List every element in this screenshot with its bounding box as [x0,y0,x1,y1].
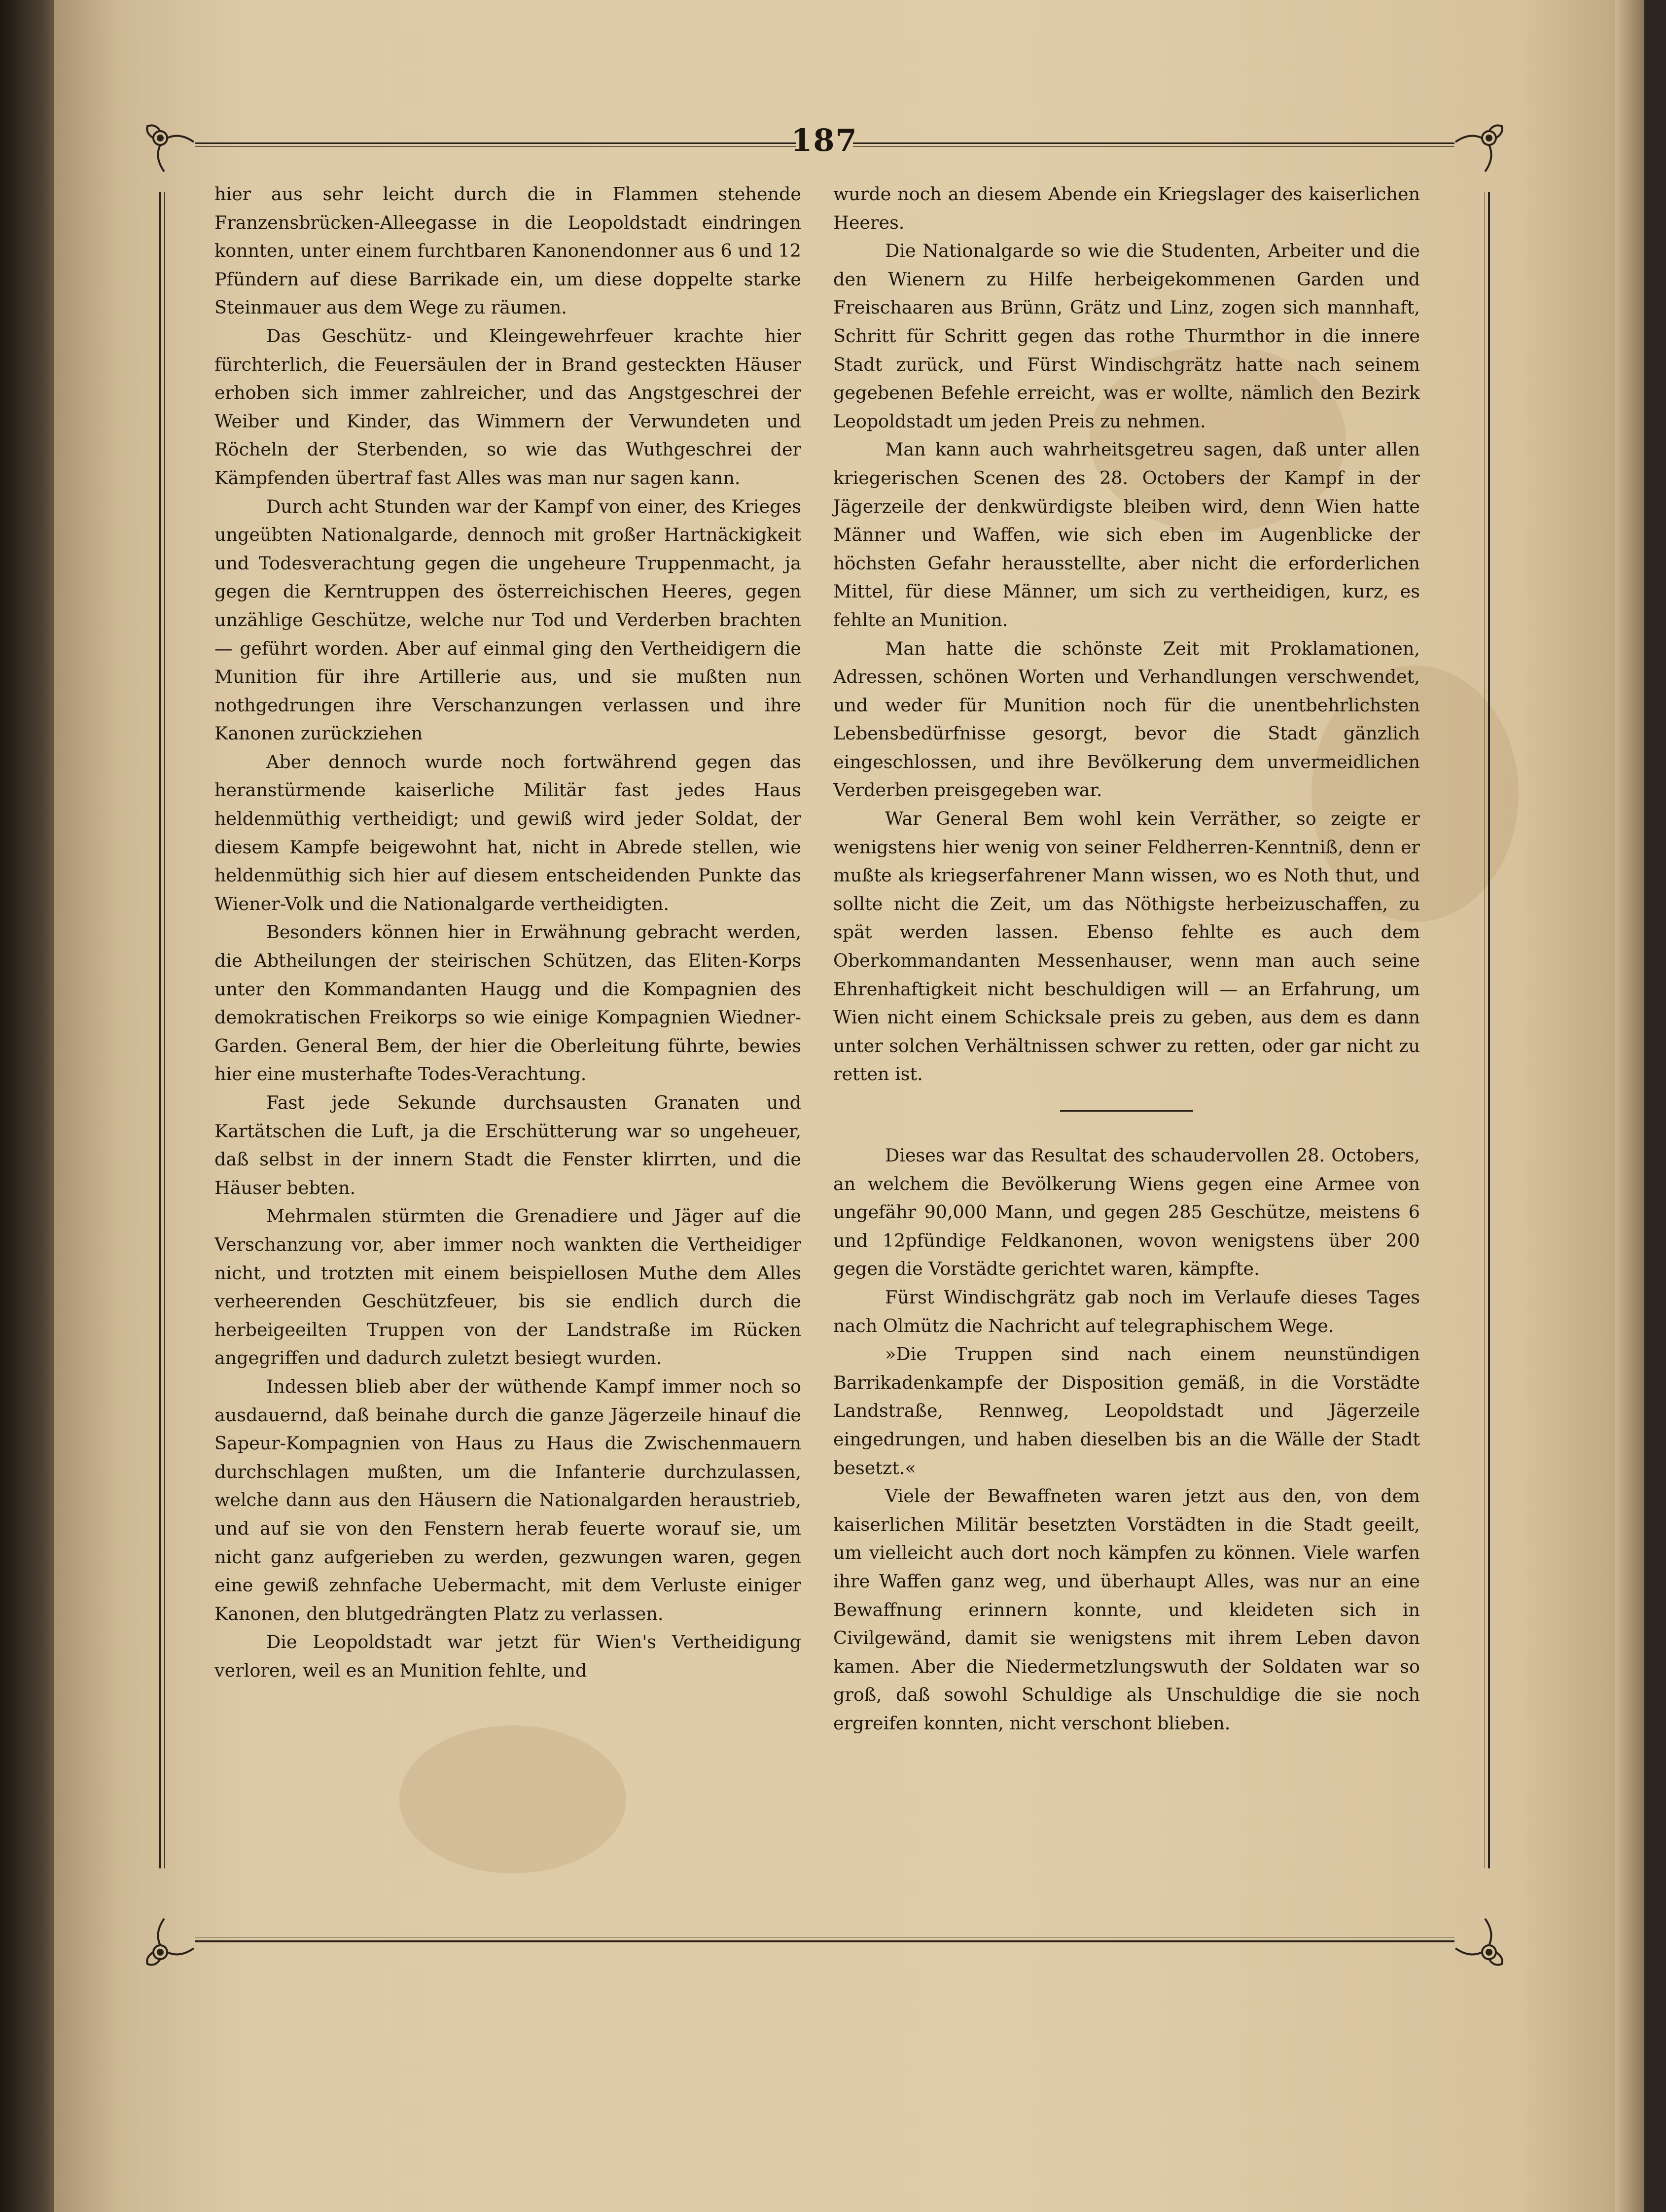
corner-ornament-icon [141,1918,195,1972]
right-column [833,180,1420,1737]
paragraph: Man hatte die schönste Zeit mit Proklamationen, Adressen, schönen Worten und Verhandlungen verschwendet, und weder für Munition noch für die unentbehrlichsten Lebensbedürfnisse gesorgt, bevor die Stadt gänzlich eingeschlossen, und ihre Bevölkerung dem unvermeidlichen Verderben preisgegeben war. [833,637,1420,801]
paragraph: Das Geschütz- und Kleingewehrfeuer krachte hier fürchterlich, die Feuersäulen der in Brand gesteckten Häuser erhoben sich immer zahlreicher, und das Angstgeschrei der Weiber und Kinder, das Wimmern der Verwundeten und Röcheln der Sterbenden, so wie das Wuthgeschrei der Kämpfenden übertraf fast Alles was man nur sagen kann. [214,325,801,489]
page-border-frame [150,122,1499,1947]
paragraph: Fast jede Sekunde durchsausten Granaten und Kartätschen die Luft, ja die Erschütterung war so ungeheuer, daß selbst in der innern Stadt die Fenster klirrten, und die Häuser bebten. [214,1092,801,1198]
paragraph: Die Nationalgarde so wie die Studenten, Arbeiter und die den Wienern zu Hilfe herbeigekommenen Garden und Freischaaren aus Brünn, Grätz und Linz, zogen sich mannhaft, Schritt für Schritt gegen das rothe Thurmthor in die innere Stadt zurück, und Fürst Windischgrätz hatte nach seinem gegebenen Befehle erreicht, was er wollte, nämlich den Bezirk Leopoldstadt um jeden Preis zu nehmen. [833,240,1420,432]
left-column [214,180,801,1685]
top-rule [195,142,796,144]
paragraph: Indessen blieb aber der wüthende Kampf immer noch so ausdauernd, daß beinahe durch die ganze Jägerzeile hinauf die Sapeur-Kompagnien von Haus zu Haus die Zwischenmauern durchschlagen mußten, um die Infanterie durchzulassen, welche dann aus den Häusern die Nationalgarden heraustrieb, und auf sie von den Fenstern herab feuerte worauf sie, um nicht ganz aufgerieben zu werden, gezwungen waren, gegen eine gewiß zehnfache Uebermacht, mit dem Verluste einiger Kanonen, den blutgedrängten Platz zu verlassen. [214,1375,801,1624]
paragraph: War General Bem wohl kein Verräther, so zeigte er wenigstens hier wenig von seiner Feldherren-Kenntniß, denn er mußte als kriegserfahrener Mann wissen, wo es Noth thut, und sollte nicht die Zeit, um das Nöthigste herbeizuschaffen, zu spät werden lassen. Ebenso fehlte es auch dem Oberkommandanten Messenhauser, wenn man auch seine Ehrenhaftigkeit nicht beschuldigen will — an Erfahrung, um Wien nicht einem Schicksale preis zu geben, aus dem es dann unter solchen Verhältnissen schwer zu retten, oder gar nicht zu retten ist. [833,808,1420,1085]
top-rule [853,142,1454,144]
paragraph: wurde noch an diesem Abende ein Kriegslager des kaiserlichen Heeres. [833,183,1420,233]
paragraph: Fürst Windischgrätz gab noch im Verlaufe dieses Tages nach Olmütz die Nachricht auf telegraphischem Wege. [833,1286,1420,1336]
page-number: 187 [791,122,858,158]
top-rule [853,146,1454,147]
paragraph: Viele der Bewaffneten waren jetzt aus den, von dem kaiserlichen Militär besetzten Vorstädten in die Stadt geeilt, um vielleicht auch dort noch kämpfen zu können. Viele warfen ihre Waffen ganz weg, und überhaupt Alles, was nur an eine Bewaffnung erinnern konnte, und kleideten sich in Civilgewänd, damit sie wenigstens mit ihrem Leben davon kamen. Aber die Niedermetzlungswuth der Soldaten war so groß, daß sowohl Schuldige als Unschuldige die sie noch ergreifen konnten, nicht verschont blieben. [833,1485,1420,1734]
section-divider [1060,1110,1193,1112]
paragraph: Aber dennoch wurde noch fortwährend gegen das heranstürmende kaiserliche Militär fast jedes Haus heldenmüthig vertheidigt; und gewiß wird jeder Soldat, der diesem Kampfe beigewohnt hat, nicht in Abrede stellen, wie heldenmüthig sich hier auf diesem entscheidenden Punkte das Wiener-Volk und die Nationalgarde vertheidigten. [214,751,801,914]
right-rule [1488,192,1490,1868]
paragraph: Dieses war das Resultat des schaudervollen 28. Octobers, an welchem die Bevölkerung Wiens gegen eine Armee von ungefähr 90,000 Mann, und gegen 285 Geschütze, meistens 6 und 12pfündige Feldkanonen, wovon wenigstens über 200 gegen die Vorstädte gerichtet waren, kämpfte. [833,1145,1420,1280]
left-rule [159,192,161,1868]
page-edge [1615,0,1644,2212]
corner-ornament-icon [1454,118,1509,173]
paragraph: Durch acht Stunden war der Kampf von einer, des Krieges ungeübten Nationalgarde, dennoch mit großer Hartnäckigkeit und Todesverachtung gegen die ungeheure Truppenmacht, ja gegen die Kerntruppen des österreichischen Heeres, gegen unzählige Geschütze, welche nur Tod und Verderben brachten — geführt worden. Aber auf einmal ging den Vertheidigern die Munition für ihre Artillerie aus, und sie mußten nun nothgedrungen ihre Verschanzungen verlassen und ihre Kanonen zurückziehen [214,495,801,744]
quoted-telegram: »Die Truppen sind nach einem neunstündigen Barrikadenkampfe der Disposition gemäß, in die Vorstädte Landstraße, Rennweg, Leopoldstadt und Jägerzeile eingedrungen, und haben dieselben bis an die Wälle der Stadt besetzt.« [833,1343,1420,1478]
paragraph: Die Leopoldstadt war jetzt für Wien's Vertheidigung verloren, weil es an Munition fehlte, und [214,1631,801,1681]
paragraph: Man kann auch wahrheitsgetreu sagen, daß unter allen kriegerischen Scenen des 28. Octobers der Kampf in der Jägerzeile der denkwürdigste bleiben wird, denn Wien hatte Männer und Waffen, wie sich eben im Augenblicke der höchsten Gefahr herausstellte, aber nicht die erforderlichen Mittel, für diese Männer, um sich zu vertheidigen, kurz, es fehlte an Munition. [833,439,1420,631]
corner-ornament-icon [141,118,195,173]
left-rule [164,192,165,1868]
corner-ornament-icon [1454,1918,1509,1972]
bottom-rule [195,1940,1454,1942]
paragraph: Besonders können hier in Erwähnung gebracht werden, die Abtheilungen der steirischen Schützen, das Eliten-Korps unter den Kommandanten Haugg und die Kompagnien des demokratischen Freikorps so wie einige Kompagnien Wiedner-Garden. General Bem, der hier die Oberleitung führte, bewies hier eine musterhafte Todes-Verachtung. [214,921,801,1085]
top-rule [195,146,796,147]
paragraph: Mehrmalen stürmten die Grenadiere und Jäger auf die Verschanzung vor, aber immer noch wankten die Vertheidiger nicht, und trotzten mit einem beispiellosen Muthe dem Alles verheerenden Geschützfeuer, bis sie endlich durch die herbeigeeilten Truppen von der Landstraße im Rücken angegriffen und dadurch zuletzt besiegt wurden. [214,1205,801,1369]
paragraph: hier aus sehr leicht durch die in Flammen stehende Franzensbrücken-Alleegasse in die Leopoldstadt eindringen konnten, unter einem furchtbaren Kanonendonner aus 6 und 12 Pfündern auf diese Barrikade ein, um diese doppelte starke Steinmauer aus dem Wege zu räumen. [214,183,801,318]
